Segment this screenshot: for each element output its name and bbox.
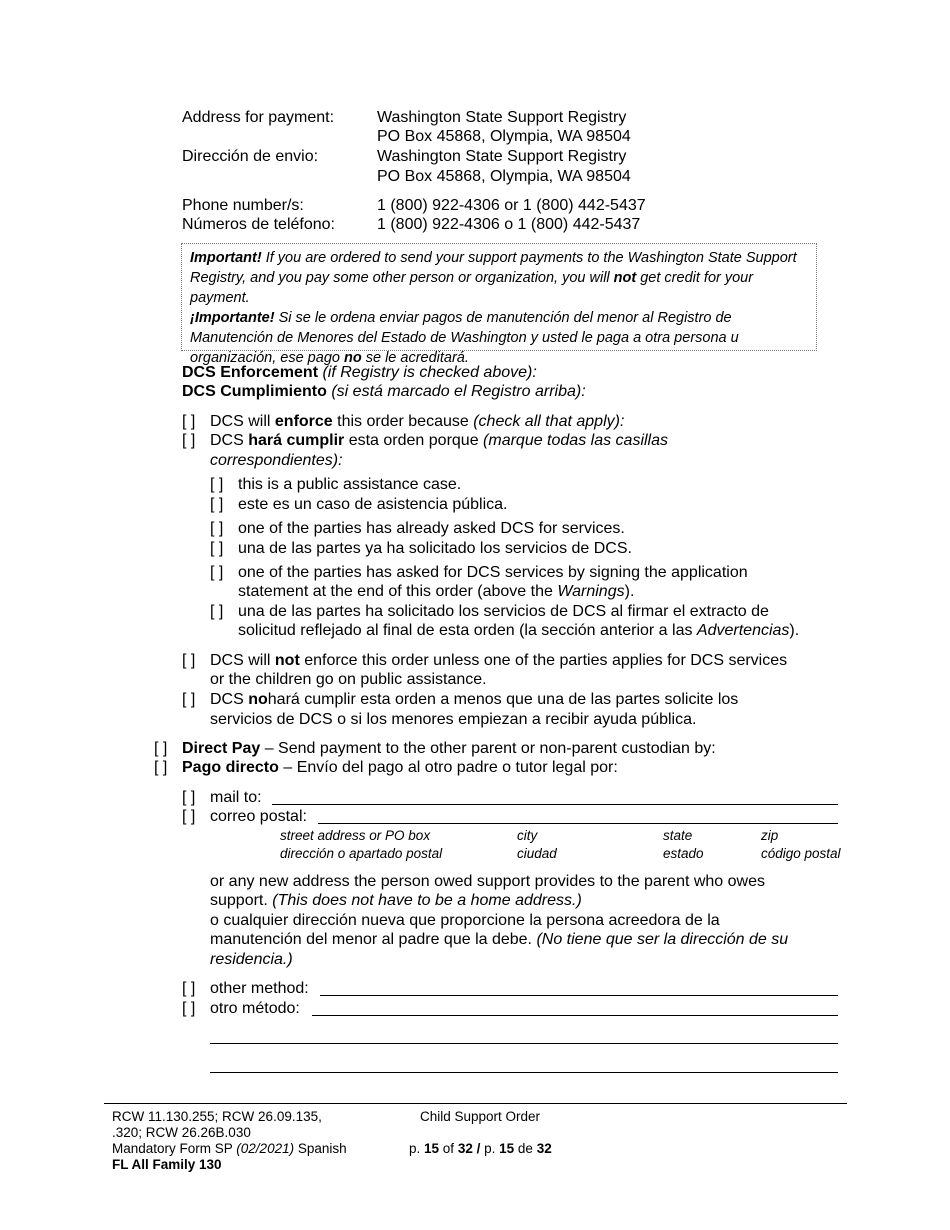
text: DCS xyxy=(210,432,249,449)
text: DCS will xyxy=(210,413,275,430)
dcs-will-enforce-es-cont xyxy=(210,451,343,470)
dcs-will-enforce-es xyxy=(210,431,668,450)
mail-to-field[interactable] xyxy=(272,804,838,805)
address-label-es: Dirección de envio: xyxy=(182,148,319,165)
text: of xyxy=(439,1141,458,1156)
text: ). xyxy=(624,583,635,600)
footer-rcw-2: .320; RCW 26.26B.030 xyxy=(112,1125,251,1140)
other-method-field[interactable] xyxy=(320,995,838,996)
text-bold: enforce xyxy=(274,413,333,430)
reason-application-es-checkbox[interactable]: [ ] xyxy=(210,603,224,620)
important-en-text: If you are ordered to send your support payments to the Washington State Support Registry, and you pay some other person or organization, you will xyxy=(190,250,797,286)
reason-public-assistance-es-checkbox[interactable]: [ ] xyxy=(210,496,224,513)
dcs-cumplimiento-condition: (si está marcado el Registro arriba): xyxy=(326,383,586,400)
new-address-es-cont-2 xyxy=(210,950,293,969)
text: DCS will xyxy=(210,652,275,669)
text: p. xyxy=(484,1141,500,1156)
dcs-cumplimiento-title: DCS Cumplimiento xyxy=(182,383,327,400)
reason-application-checkbox[interactable]: [ ] xyxy=(210,564,224,581)
reason-application-en-cont xyxy=(238,582,634,601)
footer-divider xyxy=(104,1103,847,1104)
dcs-not-enforce-checkbox[interactable]: [ ] xyxy=(182,652,196,669)
footer-doc-title: Child Support Order xyxy=(420,1109,541,1124)
text-bold: 32 xyxy=(536,1141,552,1156)
field-state-en: state xyxy=(663,828,693,843)
text: Spanish xyxy=(294,1141,347,1156)
field-city-es: ciudad xyxy=(517,846,557,861)
text-bold: no xyxy=(248,691,268,708)
text: p. xyxy=(409,1141,425,1156)
correo-postal-label: correo postal: xyxy=(210,808,307,825)
registry-address-es: PO Box 45868, Olympia, WA 98504 xyxy=(377,168,631,185)
footer-form xyxy=(112,1140,347,1157)
pago-directo-checkbox[interactable]: [ ] xyxy=(154,759,168,776)
text-italic: (check all that apply): xyxy=(473,413,625,430)
important-en-not: not xyxy=(613,270,637,286)
text: hará cumplir esta orden a menos que una de las partes solicite los xyxy=(267,691,739,708)
dcs-not-enforce-en-cont: or the children go on public assistance. xyxy=(210,671,487,688)
direct-pay-checkbox[interactable]: [ ] xyxy=(154,740,168,757)
reason-public-assistance-en: this is a public assistance case. xyxy=(238,476,462,493)
footer-rcw-1: RCW 11.130.255; RCW 26.09.135, xyxy=(112,1109,322,1124)
mail-to-label: mail to: xyxy=(210,789,262,806)
text-italic: (This does not have to be a home address.) xyxy=(272,892,582,909)
field-street-en: street address or PO box xyxy=(280,828,431,843)
dcs-will-enforce-checkbox[interactable]: [ ] xyxy=(182,413,196,430)
phone-numbers-en: 1 (800) 922-4306 or 1 (800) 442-5437 xyxy=(377,197,646,214)
dcs-not-enforce-es-cont: servicios de DCS o si los menores empiezan a recibir ayuda pública. xyxy=(210,711,697,728)
text-bold: Pago directo xyxy=(182,759,279,776)
phone-label-en: Phone number/s: xyxy=(182,197,304,214)
phone-label-es: Números de teléfono: xyxy=(182,216,335,233)
text-bold: not xyxy=(274,652,300,669)
dcs-enforcement-title: DCS Enforcement xyxy=(182,364,319,381)
text: esta orden porque xyxy=(344,432,484,449)
important-es-label: ¡Importante! xyxy=(190,310,275,326)
dcs-not-enforce-es xyxy=(210,690,738,709)
field-state-es: estado xyxy=(663,846,704,861)
text: statement at the end of this order (above the xyxy=(238,583,558,600)
address-label-en: Address for payment: xyxy=(182,109,335,126)
important-notice xyxy=(181,243,817,366)
field-zip-en: zip xyxy=(761,828,779,843)
important-es-no: no xyxy=(343,350,362,366)
footer-page-number xyxy=(409,1140,552,1157)
correo-postal-checkbox[interactable]: [ ] xyxy=(182,808,196,825)
text-italic: (02/2021) xyxy=(236,1141,295,1156)
reason-asked-services-checkbox[interactable]: [ ] xyxy=(210,520,224,537)
other-method-extra-line-1[interactable] xyxy=(210,1043,838,1044)
text: support. xyxy=(210,892,273,909)
otro-metodo-checkbox[interactable]: [ ] xyxy=(182,1000,196,1017)
important-es xyxy=(190,308,808,368)
registry-name-es: Washington State Support Registry xyxy=(377,148,627,165)
text: manutención del menor al padre que la debe. xyxy=(210,931,537,948)
text: – Envío del pago al otro padre o tutor legal por: xyxy=(278,759,618,776)
text-italic: (marque todas las casillas xyxy=(483,432,668,449)
dcs-will-enforce-en xyxy=(210,412,624,431)
text-bold: 32 xyxy=(457,1141,473,1156)
new-address-en-cont xyxy=(210,891,582,910)
reason-application-es-cont xyxy=(238,621,799,640)
other-method-checkbox[interactable]: [ ] xyxy=(182,980,196,997)
text-italic: residencia.) xyxy=(210,951,293,968)
text: this order because xyxy=(332,413,474,430)
text-bold: 15 xyxy=(424,1141,440,1156)
text-bold: / xyxy=(472,1141,485,1156)
important-en xyxy=(190,248,808,308)
registry-address: PO Box 45868, Olympia, WA 98504 xyxy=(377,128,631,145)
correo-postal-field[interactable] xyxy=(318,823,838,824)
otro-metodo-label: otro método: xyxy=(210,1000,300,1017)
text-italic: Advertencias xyxy=(696,622,790,639)
text: – Send payment to the other parent or non-parent custodian by: xyxy=(260,740,716,757)
important-en-text-2: get credit for your payment. xyxy=(190,270,754,306)
mail-to-checkbox[interactable]: [ ] xyxy=(182,789,196,806)
text: DCS xyxy=(210,691,249,708)
reason-asked-services-es: una de las partes ya ha solicitado los servicios de DCS. xyxy=(238,540,632,557)
new-address-es-cont xyxy=(210,930,788,949)
text-italic: correspondientes): xyxy=(210,452,343,469)
new-address-en: or any new address the person owed support provides to the parent who owes xyxy=(210,873,765,890)
text-bold: hará cumplir xyxy=(248,432,345,449)
dcs-enforcement-heading-en xyxy=(182,363,537,382)
text-bold: 15 xyxy=(499,1141,515,1156)
text: ). xyxy=(789,622,800,639)
dcs-enforcement-heading-es xyxy=(182,382,586,401)
otro-metodo-field[interactable] xyxy=(312,1015,838,1016)
other-method-extra-line-2[interactable] xyxy=(210,1072,838,1073)
reason-public-assistance-checkbox[interactable]: [ ] xyxy=(210,476,224,493)
registry-name: Washington State Support Registry xyxy=(377,109,627,126)
text: Mandatory Form SP xyxy=(112,1141,237,1156)
dcs-not-enforce-en xyxy=(210,651,787,670)
dcs-enforcement-condition: (if Registry is checked above): xyxy=(318,364,537,381)
direct-pay-en xyxy=(182,739,716,758)
field-street-es: dirección o apartado postal xyxy=(280,846,443,861)
text: de xyxy=(514,1141,537,1156)
phone-numbers-es: 1 (800) 922-4306 o 1 (800) 442-5437 xyxy=(377,216,641,233)
dcs-no-hara-checkbox[interactable]: [ ] xyxy=(182,691,196,708)
reason-application-es: una de las partes ha solicitado los servicios de DCS al firmar el extracto de xyxy=(238,603,769,620)
new-address-es: o cualquier dirección nueva que proporcione la persona acreedora de la xyxy=(210,912,720,929)
field-zip-es: código postal xyxy=(761,846,841,861)
footer-form-id: FL All Family 130 xyxy=(112,1157,222,1172)
dcs-hara-cumplir-checkbox[interactable]: [ ] xyxy=(182,432,196,449)
reason-application-en: one of the parties has asked for DCS services by signing the application xyxy=(238,564,748,581)
text-italic: (No tiene que ser la dirección de su xyxy=(536,931,789,948)
text: enforce this order unless one of the parties applies for DCS services xyxy=(299,652,788,669)
reason-asked-services-es-checkbox[interactable]: [ ] xyxy=(210,540,224,557)
direct-pay-es xyxy=(182,758,618,777)
other-method-label: other method: xyxy=(210,980,309,997)
important-en-label: Important! xyxy=(190,250,262,266)
important-es-text-2: se le acreditará. xyxy=(361,350,469,366)
reason-asked-services-en: one of the parties has already asked DCS for services. xyxy=(238,520,625,537)
text: solicitud reflejado al final de esta orden (la sección anterior a las xyxy=(238,622,697,639)
field-city-en: city xyxy=(517,828,538,843)
important-es-text: Si se le ordena enviar pagos de manutención del menor al Registro de Manutención de Menores del Estado de Washington y usted le paga a otra persona u organización, ese pago xyxy=(190,310,739,366)
text-italic: Warnings xyxy=(557,583,625,600)
text-bold: Direct Pay xyxy=(182,740,261,757)
reason-public-assistance-es: este es un caso de asistencia pública. xyxy=(238,496,508,513)
